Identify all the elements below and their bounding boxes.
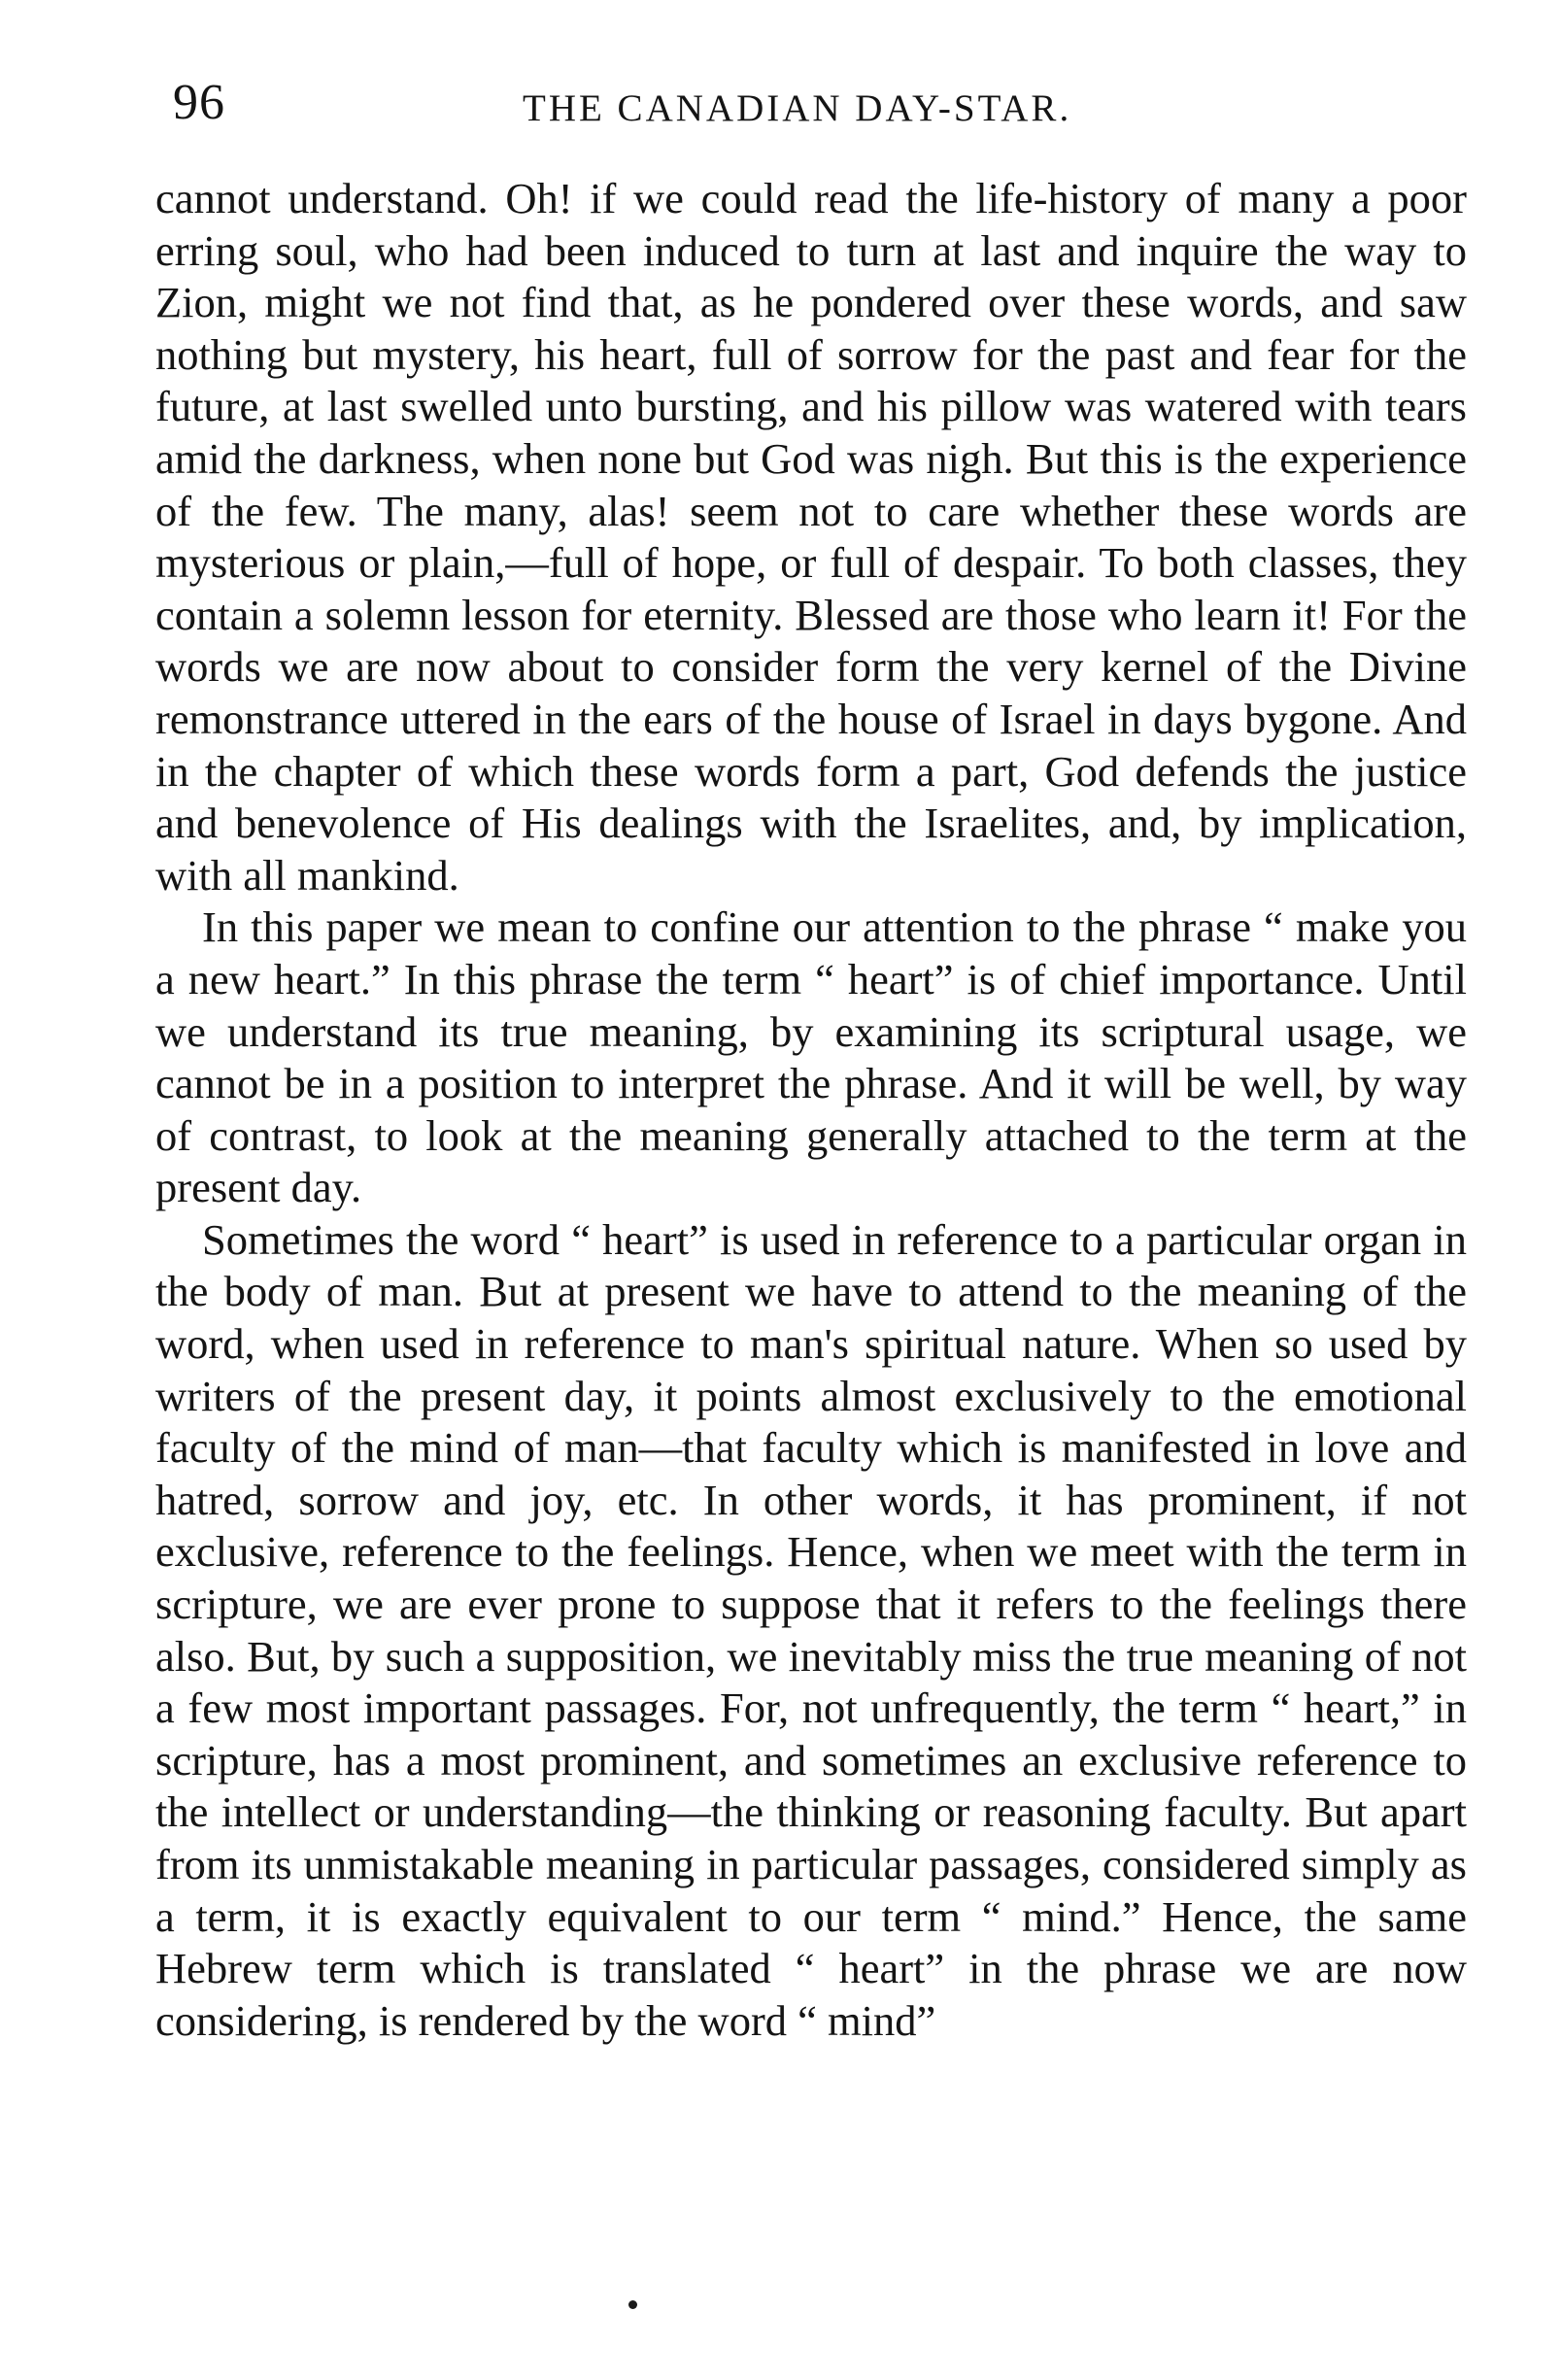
page-header [173, 64, 1465, 132]
body-text [155, 173, 1467, 2047]
page-number: 96 [173, 75, 225, 130]
print-mark [628, 2300, 637, 2309]
paragraph-1: cannot understand. Oh! if we could read the life-history of many a poor erring soul, who had been induced to turn at last and inquire the way to Zion, might we not find that, as he pondered over these words, and saw nothing but mystery, his heart, full of sorrow for the past and fear for the future, at last swelled unto bursting, and his pillow was watered with tears amid the darkness, when none but God was nigh. But this is the experience of the few. The many, alas! seem not to care whether these words are mysterious or plain,—full of hope, or full of despair. To both classes, they contain a solemn lesson for eternity. Blessed are those who learn it! For the words we are now about to consider form the very kernel of the Divine remonstrance uttered in the ears of the house of Israel in days bygone. And in the chapter of which these words form a part, God defends the justice and benevolence of His dealings with the Israelites, and, by implication, with all mankind. [155, 174, 1467, 900]
running-head: THE CANADIAN DAY-STAR. [523, 87, 1072, 129]
paragraph-2: In this paper we mean to confine our attention to the phrase “ make you a new heart.” In this phrase the term “ heart” is of chief importance. Until we understand its true meaning, by examining its scriptural usage, we cannot be in a position to interpret the phrase. And it will be well, by way of contrast, to look at the meaning generally attached to the term at the present day. [155, 902, 1467, 1212]
paragraph-3: Sometimes the word “ heart” is used in reference to a particular organ in the body of man. But at present we have to attend to the meaning of the word, when used in reference to man's spiritual nature. When so used by writers of the present day, it points almost exclusively to the emotional faculty of the mind of man—that faculty which is manifested in love and hatred, sorrow and joy, etc. In other words, it has prominent, if not exclusive, reference to the feelings. Hence, when we meet with the term in scripture, we are ever prone to suppose that it refers to the feelings there also. But, by such a supposition, we inevitably miss the true meaning of not a few most important passages. For, not unfrequently, the term “ heart,” in scripture, has a most prominent, and sometimes an exclusive reference to the intellect or understanding—the thinking or reasoning faculty. But apart from its unmistakable meaning in particular passages, considered simply as a term, it is exactly equivalent to our term “ mind.” Hence, the same Hebrew term which is translated “ heart” in the phrase we are now considering, is rendered by the word “ mind” [155, 1214, 1467, 2045]
